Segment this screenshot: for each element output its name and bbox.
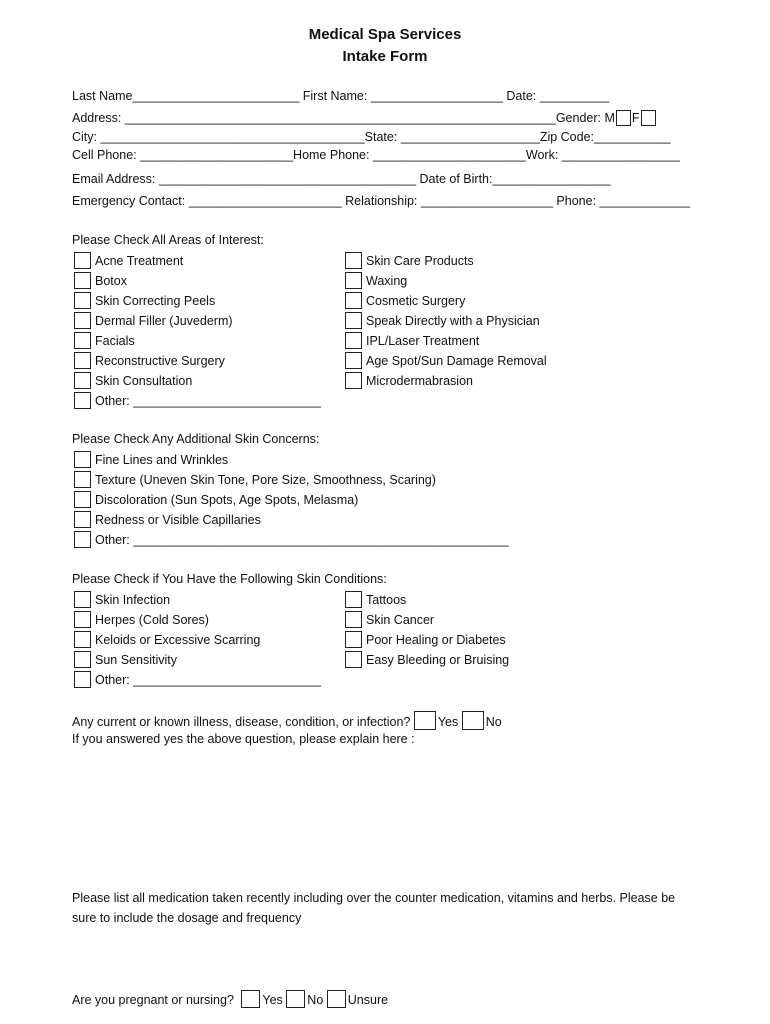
gender-m-checkbox[interactable] — [616, 110, 631, 126]
email-dob-row[interactable]: Email Address: _____________________________________ Date of Birth:_________________ — [72, 172, 611, 186]
pregnancy-unsure-label: Unsure — [347, 993, 389, 1007]
form-title-line2: Intake Form — [342, 48, 428, 65]
checkbox[interactable] — [74, 292, 91, 309]
interest-item[interactable]: Skin Consultation — [74, 372, 192, 389]
illness-row[interactable] — [72, 711, 502, 730]
pregnancy-yes-checkbox[interactable] — [241, 990, 260, 1008]
interest-item[interactable]: Age Spot/Sun Damage Removal — [345, 352, 547, 369]
conditions-heading: Please Check if You Have the Following Skin Conditions: — [72, 572, 387, 586]
emergency-contact-row[interactable]: Emergency Contact: ______________________ Relationship: ___________________ Phone: _____________ — [72, 194, 690, 208]
concern-item[interactable]: Redness or Visible Capillaries — [74, 511, 261, 528]
condition-item[interactable]: Keloids or Excessive Scarring — [74, 631, 260, 648]
interest-item[interactable]: Skin Correcting Peels — [74, 292, 215, 309]
checkbox[interactable] — [345, 252, 362, 269]
illness-explain-area[interactable] — [72, 752, 692, 882]
checkbox[interactable] — [74, 611, 91, 628]
pregnancy-row[interactable] — [72, 990, 388, 1008]
interest-item[interactable]: Skin Care Products — [345, 252, 474, 269]
checkbox[interactable] — [74, 511, 91, 528]
checkbox[interactable] — [345, 651, 362, 668]
condition-item[interactable]: Sun Sensitivity — [74, 651, 177, 668]
checkbox[interactable] — [74, 252, 91, 269]
concern-item[interactable]: Discoloration (Sun Spots, Age Spots, Melasma) — [74, 491, 358, 508]
checkbox[interactable] — [345, 272, 362, 289]
concern-item-other[interactable]: Other: ______________________________________________________ — [74, 531, 509, 548]
medication-prompt-line2: sure to include the dosage and frequency — [72, 911, 302, 925]
illness-question: Any current or known illness, disease, condition, or infection? — [72, 715, 411, 729]
gender-f-label: F — [631, 111, 640, 125]
checkbox[interactable] — [74, 471, 91, 488]
checkbox[interactable] — [345, 631, 362, 648]
address-gender-row[interactable] — [72, 110, 657, 126]
interest-item[interactable]: Reconstructive Surgery — [74, 352, 225, 369]
condition-item[interactable]: Tattoos — [345, 591, 406, 608]
interest-item[interactable]: Facials — [74, 332, 135, 349]
checkbox[interactable] — [345, 372, 362, 389]
condition-item[interactable]: Skin Infection — [74, 591, 170, 608]
concern-item[interactable]: Texture (Uneven Skin Tone, Pore Size, Smoothness, Scaring) — [74, 471, 436, 488]
checkbox[interactable] — [345, 332, 362, 349]
interest-item-other[interactable]: Other: ___________________________ — [74, 392, 321, 409]
interest-item[interactable]: Speak Directly with a Physician — [345, 312, 540, 329]
name-date-row[interactable]: Last Name________________________ First Name: ___________________ Date: __________ — [72, 89, 610, 103]
illness-yes-checkbox[interactable] — [414, 711, 436, 730]
form-title-line1: Medical Spa Services — [308, 26, 462, 43]
checkbox[interactable] — [74, 591, 91, 608]
checkbox[interactable] — [74, 631, 91, 648]
phones-row[interactable]: Cell Phone: ______________________Home Phone: ______________________Work: _________________ — [72, 148, 680, 162]
checkbox[interactable] — [74, 332, 91, 349]
interest-item[interactable]: Acne Treatment — [74, 252, 183, 269]
condition-item[interactable]: Herpes (Cold Sores) — [74, 611, 209, 628]
interest-item[interactable]: Microdermabrasion — [345, 372, 473, 389]
interest-item[interactable]: Cosmetic Surgery — [345, 292, 465, 309]
illness-no-checkbox[interactable] — [462, 711, 484, 730]
interest-item[interactable]: Dermal Filler (Juvederm) — [74, 312, 233, 329]
checkbox[interactable] — [345, 611, 362, 628]
checkbox[interactable] — [74, 392, 91, 409]
condition-item[interactable]: Poor Healing or Diabetes — [345, 631, 506, 648]
condition-item[interactable]: Easy Bleeding or Bruising — [345, 651, 509, 668]
interest-item[interactable]: Botox — [74, 272, 127, 289]
condition-item[interactable]: Skin Cancer — [345, 611, 434, 628]
concerns-heading: Please Check Any Additional Skin Concerns: — [72, 432, 320, 446]
checkbox[interactable] — [74, 372, 91, 389]
checkbox[interactable] — [74, 352, 91, 369]
checkbox[interactable] — [74, 671, 91, 688]
pregnancy-question: Are you pregnant or nursing? — [72, 993, 234, 1007]
pregnancy-no-label: No — [307, 993, 324, 1007]
checkbox[interactable] — [74, 651, 91, 668]
checkbox[interactable] — [345, 292, 362, 309]
checkbox[interactable] — [74, 531, 91, 548]
checkbox[interactable] — [345, 352, 362, 369]
medication-prompt-line1: Please list all medication taken recently including over the counter medication, vitamins and herbs. Please be — [72, 891, 676, 905]
pregnancy-unsure-checkbox[interactable] — [327, 990, 346, 1008]
pregnancy-no-checkbox[interactable] — [286, 990, 305, 1008]
condition-item-other[interactable]: Other: ___________________________ — [74, 671, 321, 688]
checkbox[interactable] — [74, 312, 91, 329]
pregnancy-yes-label: Yes — [262, 993, 283, 1007]
checkbox[interactable] — [345, 591, 362, 608]
checkbox[interactable] — [74, 491, 91, 508]
city-state-zip-row[interactable]: City: ______________________________________State: ____________________Zip Code:___________ — [72, 130, 671, 144]
illness-no-label: No — [485, 715, 502, 729]
concern-item[interactable]: Fine Lines and Wrinkles — [74, 451, 228, 468]
medication-area[interactable] — [72, 930, 692, 985]
address-label: Address: ______________________________________________________________Gender: M — [72, 111, 615, 125]
interest-item[interactable]: Waxing — [345, 272, 407, 289]
checkbox[interactable] — [74, 451, 91, 468]
gender-f-checkbox[interactable] — [641, 110, 656, 126]
interest-item[interactable]: IPL/Laser Treatment — [345, 332, 479, 349]
checkbox[interactable] — [74, 272, 91, 289]
illness-yes-label: Yes — [437, 715, 459, 729]
checkbox[interactable] — [345, 312, 362, 329]
illness-explain-label: If you answered yes the above question, please explain here : — [72, 732, 415, 746]
interests-heading: Please Check All Areas of Interest: — [72, 233, 264, 247]
